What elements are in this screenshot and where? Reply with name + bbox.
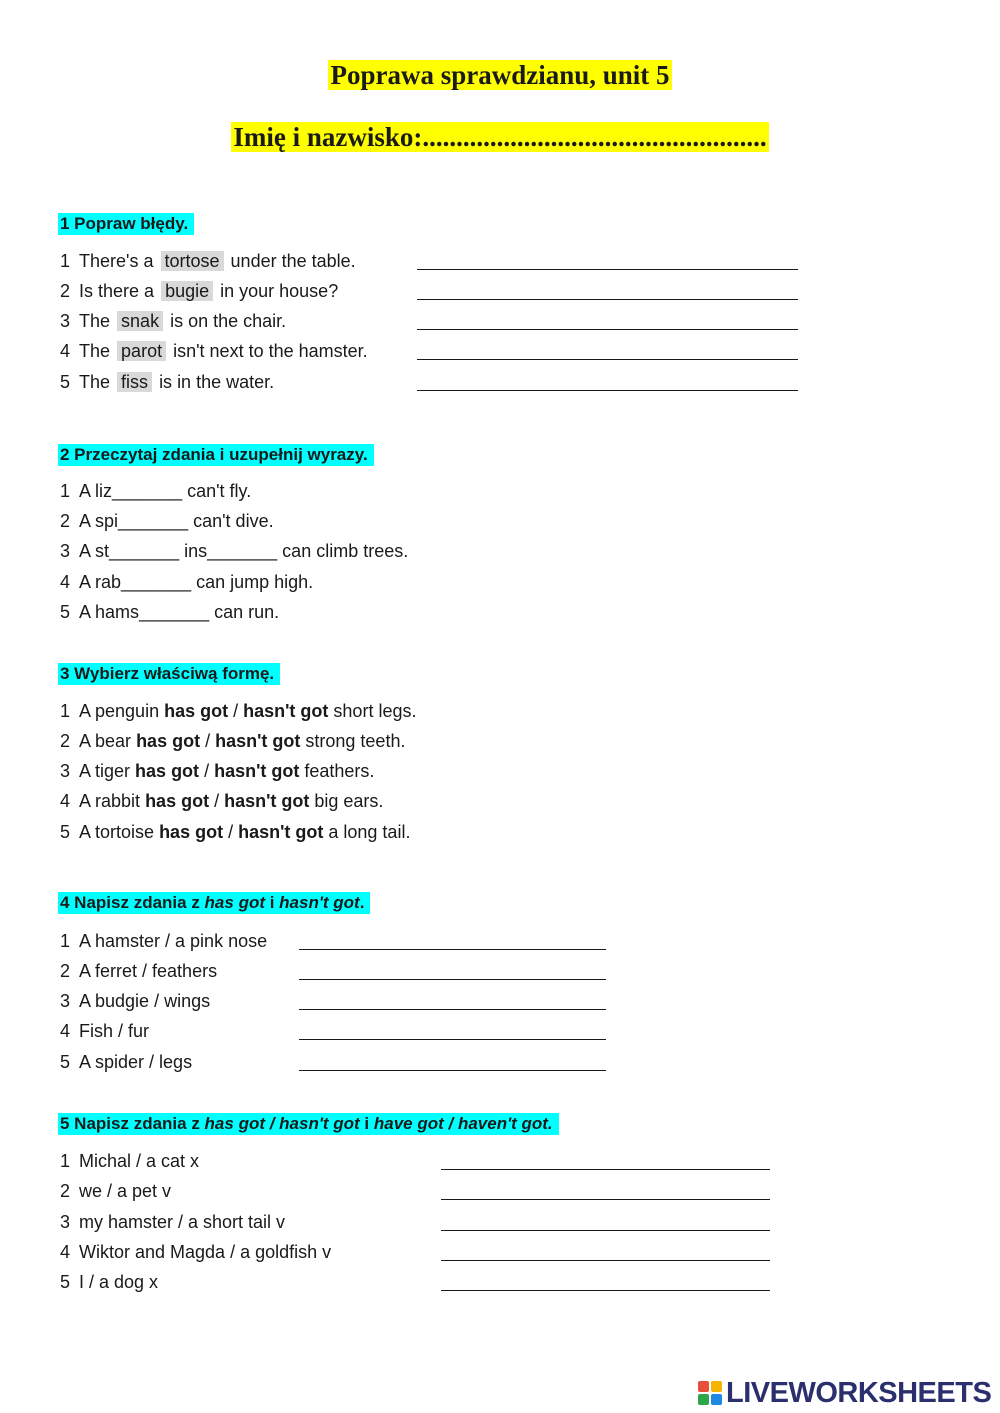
answer-line[interactable] <box>441 1199 770 1200</box>
prompt-text: A spider / legs <box>79 1052 193 1072</box>
prompt-text: I / a dog x <box>79 1272 159 1292</box>
item-number: 2 <box>60 281 71 301</box>
sentence-end: is on the chair. <box>170 311 287 331</box>
answer-line[interactable] <box>299 979 606 980</box>
answer-line[interactable] <box>417 299 798 300</box>
answer-line[interactable] <box>299 1009 606 1010</box>
section-5-item <box>60 1180 171 1202</box>
item-number: 3 <box>60 541 71 561</box>
sentence-start: The <box>79 341 111 361</box>
item-number: 5 <box>60 1272 71 1292</box>
item-number: 4 <box>60 572 71 592</box>
section-2-heading: 2 Przeczytaj zdania i uzupełnij wyrazy. <box>58 444 374 466</box>
item-number: 2 <box>60 511 71 531</box>
section-4-item <box>60 930 267 952</box>
section-3-item <box>60 700 416 722</box>
section-1-item <box>60 340 368 362</box>
item-number: 1 <box>60 481 71 501</box>
prompt-text: Fish / fur <box>79 1021 150 1041</box>
sentence-start: The <box>79 311 111 331</box>
prompt-text: we / a pet v <box>79 1181 172 1201</box>
gap-sentence: A liz_______ can't fly. <box>79 481 252 501</box>
answer-line[interactable] <box>441 1260 770 1261</box>
section-3-item <box>60 760 374 782</box>
sentence-start: There's a <box>79 251 154 271</box>
section-3-item <box>60 790 383 812</box>
gap-sentence: A hams_______ can run. <box>79 602 280 622</box>
brand-name: LIVEWORKSHEETS <box>726 1376 992 1409</box>
section-5-item <box>60 1211 285 1233</box>
section-3-heading: 3 Wybierz właściwą formę. <box>58 663 280 685</box>
option-hasnt-got[interactable]: hasn't got <box>214 761 300 781</box>
item-number: 4 <box>60 1242 71 1262</box>
option-hasnt-got[interactable]: hasn't got <box>238 822 324 842</box>
gap-sentence: A rab_______ can jump high. <box>79 572 314 592</box>
section-5-item <box>60 1241 331 1263</box>
answer-line[interactable] <box>299 949 606 950</box>
option-has-got[interactable]: has got <box>145 791 210 811</box>
section-5-item <box>60 1271 158 1293</box>
option-hasnt-got[interactable]: hasn't got <box>215 731 301 751</box>
item-number: 5 <box>60 1052 71 1072</box>
sentence-start: A tiger <box>79 761 131 781</box>
item-number: 3 <box>60 311 71 331</box>
option-has-got[interactable]: has got <box>136 731 201 751</box>
sentence-start: Is there a <box>79 281 155 301</box>
brand-logo-icon <box>698 1381 722 1405</box>
sentence-end: a long tail. <box>328 822 411 842</box>
option-has-got[interactable]: has got <box>159 822 224 842</box>
sentence-end: isn't next to the hamster. <box>173 341 368 361</box>
sentence-end: big ears. <box>314 791 384 811</box>
option-separator: / <box>200 731 216 751</box>
section-5-heading: 5 Napisz zdania z has got / hasn't got i have got / haven't got. <box>58 1113 559 1135</box>
sentence-end: short legs. <box>333 701 417 721</box>
option-separator: / <box>199 761 215 781</box>
gap-sentence: A st_______ ins_______ can climb trees. <box>79 541 409 561</box>
section-4-item <box>60 1020 149 1042</box>
section-1-item <box>60 250 356 272</box>
answer-line[interactable] <box>417 329 798 330</box>
section-2-item <box>60 480 251 502</box>
sentence-end: feathers. <box>304 761 375 781</box>
item-number: 4 <box>60 791 71 811</box>
item-number: 5 <box>60 372 71 392</box>
answer-line[interactable] <box>299 1070 606 1071</box>
item-number: 3 <box>60 991 71 1011</box>
misspelled-word: bugie <box>161 281 213 301</box>
item-number: 2 <box>60 1181 71 1201</box>
sentence-end: in your house? <box>220 281 339 301</box>
answer-line[interactable] <box>417 269 798 270</box>
section-1-item <box>60 280 338 302</box>
item-number: 3 <box>60 761 71 781</box>
misspelled-word: tortose <box>161 251 224 271</box>
item-number: 1 <box>60 931 71 951</box>
section-3-item <box>60 730 405 752</box>
section-1-item <box>60 310 286 332</box>
sentence-start: A tortoise <box>79 822 155 842</box>
section-4-item <box>60 960 217 982</box>
item-number: 5 <box>60 602 71 622</box>
option-separator: / <box>209 791 225 811</box>
option-separator: / <box>223 822 239 842</box>
item-number: 4 <box>60 1021 71 1041</box>
section-2-item <box>60 540 408 562</box>
sentence-start: A rabbit <box>79 791 141 811</box>
option-has-got[interactable]: has got <box>135 761 200 781</box>
item-number: 2 <box>60 961 71 981</box>
item-number: 1 <box>60 251 71 271</box>
answer-line[interactable] <box>441 1169 770 1170</box>
item-number: 2 <box>60 731 71 751</box>
answer-line[interactable] <box>299 1039 606 1040</box>
option-has-got[interactable]: has got <box>164 701 229 721</box>
section-1-heading: 1 Popraw błędy. <box>58 213 194 235</box>
answer-line[interactable] <box>417 390 798 391</box>
item-number: 5 <box>60 822 71 842</box>
item-number: 3 <box>60 1212 71 1232</box>
section-2-item <box>60 510 274 532</box>
prompt-text: A ferret / feathers <box>79 961 218 981</box>
prompt-text: Wiktor and Magda / a goldfish v <box>79 1242 332 1262</box>
misspelled-word: parot <box>117 341 166 361</box>
prompt-text: Michal / a cat x <box>79 1151 200 1171</box>
gap-sentence: A spi_______ can't dive. <box>79 511 274 531</box>
option-hasnt-got[interactable]: hasn't got <box>243 701 329 721</box>
liveworksheets-logo <box>698 1378 991 1408</box>
misspelled-word: fiss <box>117 372 152 392</box>
student-name-field: Imię i nazwisko:................................................... <box>233 122 767 152</box>
prompt-text: A hamster / a pink nose <box>79 931 268 951</box>
answer-line[interactable] <box>417 359 798 360</box>
item-number: 1 <box>60 701 71 721</box>
section-3-item <box>60 821 410 843</box>
section-4-heading: 4 Napisz zdania z has got i hasn't got. <box>58 892 370 914</box>
item-number: 1 <box>60 1151 71 1171</box>
section-2-item <box>60 601 279 623</box>
sentence-start: A bear <box>79 731 132 751</box>
option-separator: / <box>228 701 244 721</box>
answer-line[interactable] <box>441 1290 770 1291</box>
sentence-end: under the table. <box>230 251 356 271</box>
answer-line[interactable] <box>441 1230 770 1231</box>
sentence-start: The <box>79 372 111 392</box>
section-1-item <box>60 371 274 393</box>
option-hasnt-got[interactable]: hasn't got <box>224 791 310 811</box>
sentence-end: strong teeth. <box>305 731 406 751</box>
section-4-item <box>60 1051 192 1073</box>
sentence-end: is in the water. <box>159 372 275 392</box>
section-2-item <box>60 571 313 593</box>
prompt-text: A budgie / wings <box>79 991 211 1011</box>
section-5-item <box>60 1150 199 1172</box>
prompt-text: my hamster / a short tail v <box>79 1212 286 1232</box>
worksheet-title: Poprawa sprawdzianu, unit 5 <box>330 60 670 90</box>
section-4-item <box>60 990 210 1012</box>
misspelled-word: snak <box>117 311 163 331</box>
sentence-start: A penguin <box>79 701 160 721</box>
item-number: 4 <box>60 341 71 361</box>
